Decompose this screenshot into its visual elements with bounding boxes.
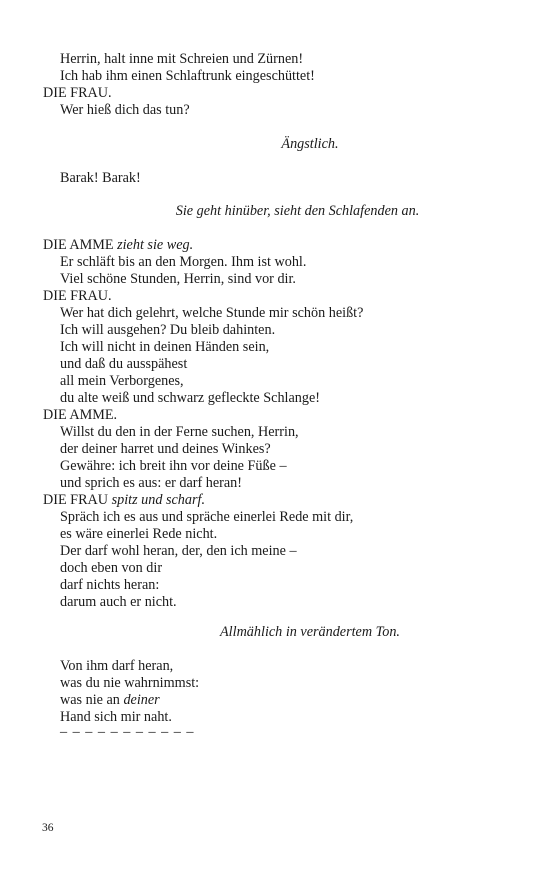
verse-line: du alte weiß und schwarz gefleckte Schlange! <box>60 390 320 406</box>
dash-separator: – – – – – – – – – – – <box>60 724 195 740</box>
verse-line: Barak! Barak! <box>60 170 141 186</box>
verse-line: Ich hab ihm einen Schlaftrunk eingeschüttet! <box>60 68 315 84</box>
verse-line: doch eben von dir <box>60 560 163 576</box>
emphasized-word: deiner <box>123 692 160 708</box>
verse-line: Er schläft bis an den Morgen. Ihm ist wohl. <box>60 254 307 270</box>
speaker-label: DIE AMME <box>43 237 118 253</box>
verse-line: Ich will nicht in deinen Händen sein, <box>60 339 270 355</box>
stage-direction: Allmählich in verändertem Ton. <box>220 624 400 640</box>
stage-direction-inline: zieht sie weg. <box>117 237 194 253</box>
verse-line: es wäre einerlei Rede nicht. <box>60 526 218 542</box>
verse-line: was du nie wahrnimmst: <box>60 675 200 691</box>
verse-line: Wer hieß dich das tun? <box>60 102 190 118</box>
verse-line: der deiner harret und deines Winkes? <box>60 441 271 457</box>
verse-line: Viel schöne Stunden, Herrin, sind vor dir. <box>60 271 296 287</box>
verse-line: Wer hat dich gelehrt, welche Stunde mir schön heißt? <box>60 305 364 321</box>
verse-line: Von ihm darf heran, <box>60 658 174 674</box>
stage-direction: Sie geht hinüber, sieht den Schlafenden an. <box>175 203 420 219</box>
verse-line: darf nichts heran: <box>60 577 160 593</box>
verse-line: Ich will ausgehen? Du bleib dahinten. <box>60 322 276 338</box>
stage-direction-inline: spitz und scharf. <box>111 492 205 508</box>
verse-line: und sprich es aus: er darf heran! <box>60 475 242 491</box>
verse-line: all mein Verborgenes, <box>60 373 184 389</box>
verse-line <box>60 692 160 709</box>
speaker-label: DIE FRAU <box>43 492 112 508</box>
verse-line: und daß du ausspähest <box>60 356 188 372</box>
verse-line: Spräch ich es aus und spräche einerlei Rede mit dir, <box>60 509 354 525</box>
verse-line: Herrin, halt inne mit Schreien und Zürnen! <box>60 51 304 67</box>
page-number: 36 <box>42 822 54 834</box>
speaker-label: DIE FRAU. <box>43 288 112 304</box>
verse-line: Willst du den in der Ferne suchen, Herrin, <box>60 424 299 440</box>
stage-direction: Ängstlich. <box>281 136 339 152</box>
verse-line: Der darf wohl heran, der, den ich meine – <box>60 543 297 559</box>
speaker-label: DIE FRAU. <box>43 85 112 101</box>
verse-text: was nie an <box>60 692 124 708</box>
verse-line: darum auch er nicht. <box>60 594 177 610</box>
speaker-line <box>43 492 205 509</box>
verse-line: Gewähre: ich breit ihn vor deine Füße – <box>60 458 287 474</box>
verse-line: Hand sich mir naht. <box>60 709 172 725</box>
speaker-line <box>43 237 193 254</box>
speaker-label: DIE AMME. <box>43 407 118 423</box>
